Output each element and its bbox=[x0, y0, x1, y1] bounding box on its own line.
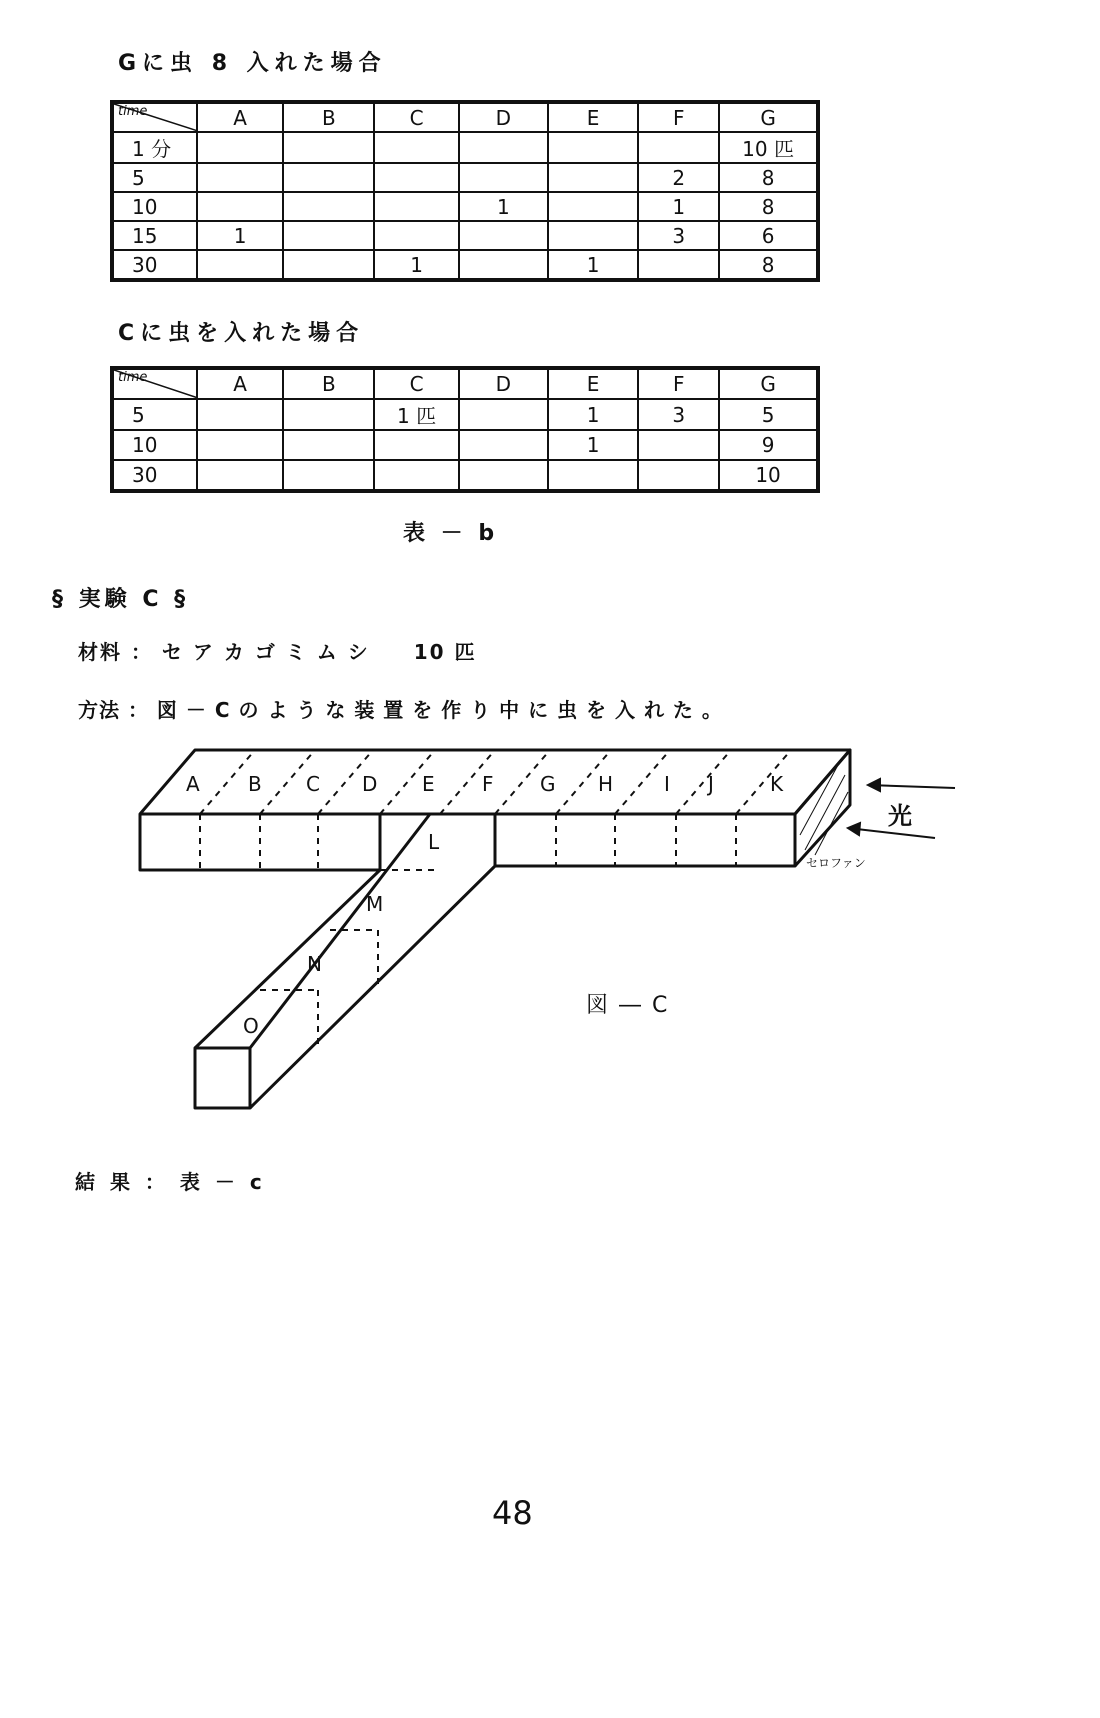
count-cell bbox=[374, 221, 459, 250]
count-cell bbox=[548, 192, 639, 221]
figure-caption: 図 ― C bbox=[586, 993, 670, 1018]
column-header: A bbox=[197, 102, 284, 132]
figure-letter: E bbox=[422, 772, 435, 796]
table-row bbox=[112, 221, 818, 250]
count-cell: 5 bbox=[719, 399, 818, 430]
figure-letter: L bbox=[428, 830, 440, 854]
table-row bbox=[112, 460, 818, 491]
apparatus-figure bbox=[0, 740, 1100, 1220]
count-cell bbox=[197, 250, 284, 280]
table-header-row bbox=[112, 102, 818, 132]
figure-letter: K bbox=[770, 772, 784, 796]
corner-cell bbox=[112, 102, 197, 132]
figure-letter: D bbox=[362, 772, 378, 796]
count-cell: 2 bbox=[638, 163, 719, 192]
count-cell bbox=[459, 221, 548, 250]
corner-label: time bbox=[118, 104, 148, 119]
table-b2-caption: Cに虫を入れた場合 bbox=[118, 321, 365, 346]
table-b1-caption: Gに虫 8 入れた場合 bbox=[118, 51, 387, 76]
count-cell: 6 bbox=[719, 221, 818, 250]
count-cell bbox=[638, 132, 719, 163]
section-title: § 実験 C § bbox=[52, 587, 190, 612]
count-cell: 8 bbox=[719, 192, 818, 221]
corner-label: time bbox=[118, 370, 148, 385]
table-row bbox=[112, 430, 818, 460]
count-cell: 10 匹 bbox=[719, 132, 818, 163]
table-row bbox=[112, 399, 818, 430]
column-header: G bbox=[719, 368, 818, 399]
count-cell bbox=[197, 192, 284, 221]
table-row bbox=[112, 192, 818, 221]
count-cell: 1 bbox=[197, 221, 284, 250]
column-header: C bbox=[374, 102, 459, 132]
method-line: 方法 ： 図 － C の よ う な 装 置 を 作 り 中 に 虫 を 入 れ た 。 bbox=[78, 698, 723, 722]
column-header: E bbox=[548, 368, 639, 399]
figure-letter: G bbox=[540, 772, 556, 796]
table-row bbox=[112, 132, 818, 163]
column-header: E bbox=[548, 102, 639, 132]
table-b1 bbox=[110, 100, 820, 282]
count-cell bbox=[459, 430, 548, 460]
cellophane-label: セロファン bbox=[806, 856, 866, 870]
count-cell bbox=[283, 221, 374, 250]
count-cell bbox=[283, 250, 374, 280]
time-cell: 30 bbox=[112, 250, 197, 280]
count-cell bbox=[459, 163, 548, 192]
count-cell bbox=[374, 132, 459, 163]
count-cell bbox=[283, 460, 374, 491]
table-row bbox=[112, 163, 818, 192]
count-cell: 1 bbox=[638, 192, 719, 221]
figure-letter: I bbox=[664, 772, 670, 796]
count-cell bbox=[374, 430, 459, 460]
count-cell bbox=[283, 132, 374, 163]
figure-letter: J bbox=[708, 772, 714, 796]
count-cell bbox=[374, 192, 459, 221]
count-cell bbox=[374, 163, 459, 192]
count-cell bbox=[459, 460, 548, 491]
column-header: B bbox=[283, 102, 374, 132]
count-cell bbox=[548, 460, 639, 491]
count-cell bbox=[197, 399, 284, 430]
count-cell: 8 bbox=[719, 163, 818, 192]
time-cell: 10 bbox=[112, 192, 197, 221]
time-cell: 5 bbox=[112, 399, 197, 430]
count-cell: 3 bbox=[638, 221, 719, 250]
count-cell bbox=[459, 250, 548, 280]
figure-letter: C bbox=[306, 772, 320, 796]
page-number: 48 bbox=[492, 1494, 533, 1532]
column-header: F bbox=[638, 368, 719, 399]
column-header: B bbox=[283, 368, 374, 399]
table-b-label: 表 － b bbox=[403, 521, 499, 546]
count-cell bbox=[374, 460, 459, 491]
count-cell: 1 bbox=[548, 430, 639, 460]
figure-letter: F bbox=[482, 772, 494, 796]
count-cell: 1 bbox=[459, 192, 548, 221]
result-line: 結 果 ： 表 － c bbox=[75, 1170, 266, 1194]
count-cell bbox=[197, 132, 284, 163]
figure-letter: H bbox=[598, 772, 614, 796]
figure-letter: M bbox=[366, 892, 384, 916]
column-header: C bbox=[374, 368, 459, 399]
count-cell bbox=[283, 399, 374, 430]
count-cell: 1 bbox=[548, 250, 639, 280]
table-b2 bbox=[110, 366, 820, 493]
table-row bbox=[112, 250, 818, 280]
count-cell bbox=[197, 460, 284, 491]
column-header: F bbox=[638, 102, 719, 132]
count-cell bbox=[548, 221, 639, 250]
light-label: 光 bbox=[888, 802, 912, 830]
count-cell: 1 匹 bbox=[374, 399, 459, 430]
count-cell: 3 bbox=[638, 399, 719, 430]
count-cell: 1 bbox=[374, 250, 459, 280]
time-cell: 10 bbox=[112, 430, 197, 460]
time-cell: 1 分 bbox=[112, 132, 197, 163]
count-cell bbox=[638, 250, 719, 280]
count-cell bbox=[197, 430, 284, 460]
count-cell bbox=[283, 430, 374, 460]
time-cell: 30 bbox=[112, 460, 197, 491]
figure-letter: N bbox=[307, 952, 322, 976]
count-cell: 1 bbox=[548, 399, 639, 430]
material-line: 材料 ： セ ア カ ゴ ミ ム シ 10 匹 bbox=[78, 640, 477, 664]
column-header: A bbox=[197, 368, 284, 399]
time-cell: 5 bbox=[112, 163, 197, 192]
column-header: G bbox=[719, 102, 818, 132]
count-cell bbox=[459, 399, 548, 430]
table-header-row bbox=[112, 368, 818, 399]
count-cell: 8 bbox=[719, 250, 818, 280]
count-cell bbox=[548, 132, 639, 163]
count-cell: 9 bbox=[719, 430, 818, 460]
count-cell bbox=[548, 163, 639, 192]
column-header: D bbox=[459, 368, 548, 399]
column-header: D bbox=[459, 102, 548, 132]
count-cell: 10 bbox=[719, 460, 818, 491]
count-cell bbox=[283, 163, 374, 192]
figure-letter: B bbox=[248, 772, 262, 796]
corner-cell bbox=[112, 368, 197, 399]
count-cell bbox=[638, 460, 719, 491]
time-cell: 15 bbox=[112, 221, 197, 250]
count-cell bbox=[197, 163, 284, 192]
figure-letter: O bbox=[243, 1014, 259, 1038]
count-cell bbox=[283, 192, 374, 221]
count-cell bbox=[638, 430, 719, 460]
count-cell bbox=[459, 132, 548, 163]
figure-letter: A bbox=[186, 772, 200, 796]
